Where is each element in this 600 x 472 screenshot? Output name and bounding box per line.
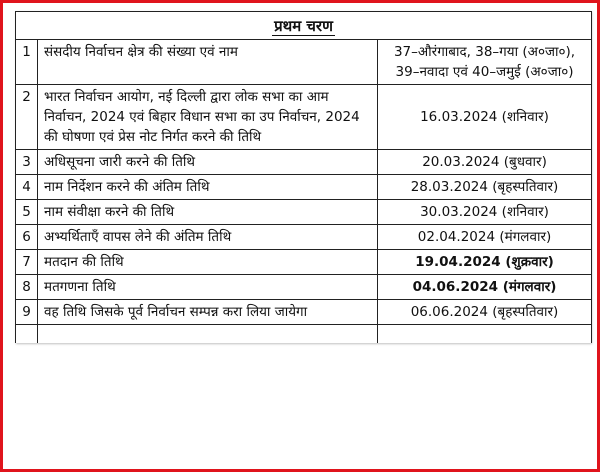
event-date: 02.04.2024 (मंगलवार): [378, 225, 592, 250]
event-description: भारत निर्वाचन आयोग, नई दिल्ली द्वारा लोक सभा का आम निर्वाचन, 2024 एवं बिहार विधान सभा का उप निर्वाचन, 2024 की घोषणा एवं प्रेस नोट निर्गत करने की तिथि: [38, 85, 378, 150]
event-description: संसदीय निर्वाचन क्षेत्र की संख्या एवं नाम: [38, 40, 378, 85]
next-row-cutoff: [16, 325, 592, 344]
event-date: 20.03.2024 (बुधवार): [378, 150, 592, 175]
row-number: 5: [16, 200, 38, 225]
table-row: [16, 225, 592, 250]
event-description: नाम संवीक्षा करने की तिथि: [38, 200, 378, 225]
row-number: 8: [16, 275, 38, 300]
row-number: 6: [16, 225, 38, 250]
event-description: अभ्यर्थिताएँ वापस लेने की अंतिम तिथि: [38, 225, 378, 250]
event-date: 04.06.2024 (मंगलवार): [378, 275, 592, 300]
event-description: नाम निर्देशन करने की अंतिम तिथि: [38, 175, 378, 200]
row-number: 4: [16, 175, 38, 200]
event-description: अधिसूचना जारी करने की तिथि: [38, 150, 378, 175]
table-row: [16, 300, 592, 325]
table-row: [16, 150, 592, 175]
table-row: [16, 85, 592, 150]
event-date: 06.06.2024 (बृहस्पतिवार): [378, 300, 592, 325]
event-date: 37–औरंगाबाद, 38–गया (अ०जा०), 39–नवादा एवं 40–जमुई (अ०जा०): [378, 40, 592, 85]
table-row: [16, 200, 592, 225]
phase-header: [16, 12, 592, 40]
election-schedule-document: [15, 11, 591, 343]
schedule-table: [15, 11, 592, 343]
event-date: 16.03.2024 (शनिवार): [378, 85, 592, 150]
event-description: वह तिथि जिसके पूर्व निर्वाचन सम्पन्न करा लिया जायेगा: [38, 300, 378, 325]
row-number: 3: [16, 150, 38, 175]
schedule-rows: [16, 40, 592, 325]
table-row: [16, 275, 592, 300]
row-number: 7: [16, 250, 38, 275]
row-number: 2: [16, 85, 38, 150]
row-number: 9: [16, 300, 38, 325]
event-description: मतगणना तिथि: [38, 275, 378, 300]
table-row: [16, 175, 592, 200]
event-date: 28.03.2024 (बृहस्पतिवार): [378, 175, 592, 200]
table-row: [16, 250, 592, 275]
phase-header-text: प्रथम चरण: [274, 17, 333, 35]
row-number: 1: [16, 40, 38, 85]
event-date: 30.03.2024 (शनिवार): [378, 200, 592, 225]
event-date: 19.04.2024 (शुक्रवार): [378, 250, 592, 275]
event-description: मतदान की तिथि: [38, 250, 378, 275]
table-row: [16, 40, 592, 85]
